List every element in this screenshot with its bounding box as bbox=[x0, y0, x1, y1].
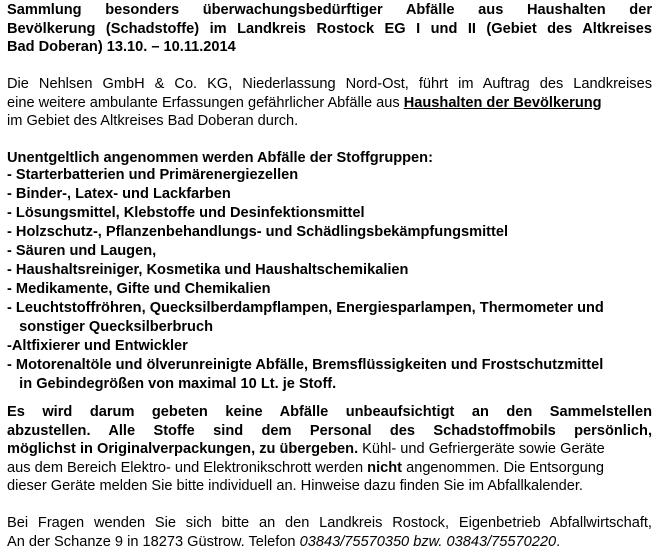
contact-line-2 bbox=[7, 533, 560, 552]
notice-line-4-end: angenommen. Die Entsorgung bbox=[402, 459, 605, 476]
contact-address: An der Schanze 9 in 18273 Güstrow. Telefon bbox=[7, 533, 300, 550]
title-line-3: Bad Doberan) 13.10. – 10.11.2014 bbox=[7, 39, 236, 55]
list-item: - Lösungsmittel, Klebstoffe und Desinfektionsmittel bbox=[7, 205, 365, 221]
intro-line-1: Die Nehlsen GmbH & Co. KG, Niederlassung Nord-Ost, führt im Auftrag des Landkreises bbox=[7, 76, 652, 92]
list-item: in Gebindegrößen von maximal 10 Lt. je Stoff. bbox=[7, 376, 337, 392]
title-line-2: Bevölkerung (Schadstoffe) im Landkreis Rostock EG I und II (Gebiet des Altkreises bbox=[7, 20, 652, 37]
intro-emphasis: Haushalten der Bevölkerung bbox=[403, 94, 602, 111]
notice-line-4-text: aus dem Bereich Elektro- und Elektronikschrott werden bbox=[7, 459, 368, 476]
notice-line-3 bbox=[7, 440, 605, 459]
list-item: - Säuren und Laugen, bbox=[7, 243, 157, 259]
list-item: - Starterbatterien und Primärenergiezellen bbox=[7, 167, 299, 183]
list-item: - Motorenaltöle und ölverunreinigte Abfälle, Bremsflüssigkeiten und Frostschutzmittel bbox=[7, 357, 604, 373]
notice-line-1: Es wird darum gebeten keine Abfälle unbeaufsichtigt an den Sammelstellen bbox=[7, 404, 652, 420]
notice-nicht: nicht bbox=[367, 459, 403, 476]
material-list bbox=[7, 166, 652, 394]
list-item: - Binder-, Latex- und Lackfarben bbox=[7, 186, 231, 202]
notice-line-4 bbox=[7, 459, 604, 478]
contact-phones: 03843/75570350 bzw. 03843/75570220 bbox=[299, 533, 557, 550]
notice-line-5: dieser Geräte melden Sie bitte individuell an. Hinweise dazu finden Sie im Abfallkalender. bbox=[7, 478, 583, 494]
notice-line-3-text: Kühl- und Gefriergeräte sowie Geräte bbox=[358, 441, 605, 457]
title-line-1: Sammlung besonders überwachungsbedürftiger Abfälle aus Haushalten der bbox=[7, 2, 652, 18]
intro-line-2-text: eine weitere ambulante Erfassungen gefährlicher Abfälle aus bbox=[7, 94, 404, 111]
list-item: - Holzschutz-, Pflanzenbehandlungs- und Schädlingsbekämpfungsmittel bbox=[7, 224, 509, 240]
list-item: - Leuchtstoffröhren, Quecksilberdampflampen, Energiesparlampen, Thermometer und bbox=[7, 300, 604, 316]
intro-line-3: im Gebiet des Altkreises Bad Doberan durch. bbox=[7, 113, 299, 129]
contact-end: . bbox=[556, 533, 561, 550]
list-item: - Haushaltsreiniger, Kosmetika und Haushaltschemikalien bbox=[7, 262, 409, 278]
list-item: - Medikamente, Gifte und Chemikalien bbox=[7, 281, 271, 297]
list-item: sonstiger Quecksilberbruch bbox=[7, 319, 213, 335]
notice-emphasis: möglichst in Originalverpackungen, zu übergeben. bbox=[7, 441, 359, 457]
list-heading: Unentgeltlich angenommen werden Abfälle der Stoffgruppen: bbox=[7, 150, 433, 166]
notice-line-2: abzustellen. Alle Stoffe sind dem Personal des Schadstoffmobils persönlich, bbox=[7, 422, 652, 439]
list-item: -Altfixierer und Entwickler bbox=[7, 338, 188, 354]
contact-line-1: Bei Fragen wenden Sie sich bitte an den Landkreis Rostock, Eigenbetrieb Abfallwirtschaft, bbox=[7, 515, 652, 531]
intro-line-2 bbox=[7, 94, 602, 113]
